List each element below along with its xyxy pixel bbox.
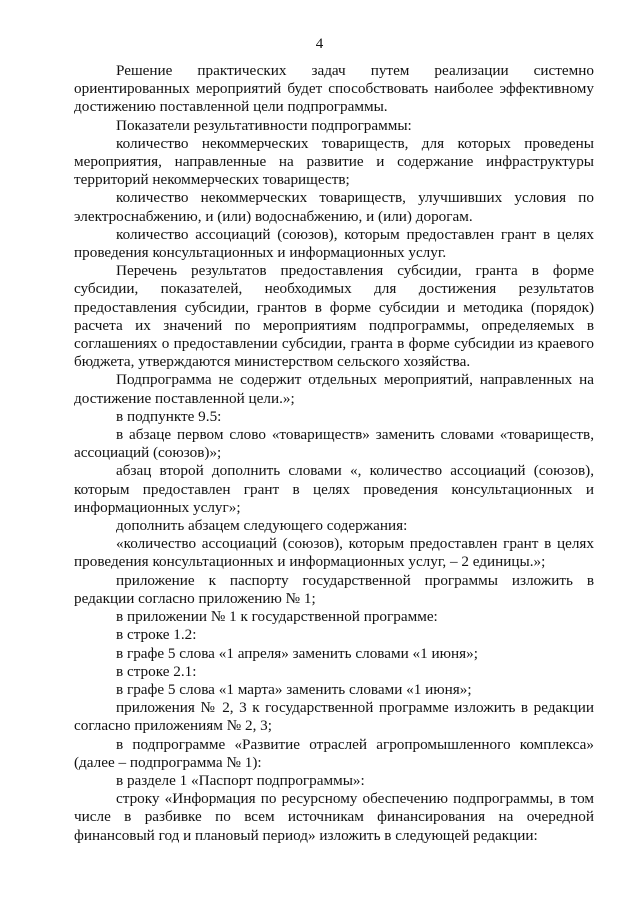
paragraph: Решение практических задач путем реализации системно ориентированных мероприятий будет способствовать наиболее эффективному достижению поставленной цели подпрограммы.: [74, 62, 594, 116]
paragraph: приложение к паспорту государственной программы изложить в редакции согласно приложению № 1;: [74, 571, 594, 607]
paragraph: «количество ассоциаций (союзов), которым предоставлен грант в целях проведения консультационных и информационных услуг, – 2 единицы.»;: [74, 535, 594, 571]
paragraph: Подпрограмма не содержит отдельных мероприятий, направленных на достижение поставленной цели.»;: [74, 371, 594, 407]
page-number: 4: [315, 36, 324, 52]
paragraph: в подпункте 9.5:: [116, 407, 222, 425]
paragraph: в строке 2.1:: [116, 662, 197, 680]
paragraph: строку «Информация по ресурсному обеспечению подпрограммы, в том числе в разбивке по всем источникам финансирования на очередной финансовый год и плановый период» изложить в следующей редакции:: [74, 790, 594, 844]
paragraph: количество ассоциаций (союзов), которым предоставлен грант в целях проведения консультационных и информационных услуг.: [74, 225, 594, 262]
paragraph: Показатели результативности подпрограммы:: [116, 116, 412, 134]
paragraph: количество некоммерческих товариществ, улучшивших условия по электроснабжению, и (или) водоснабжению, и (или) дорогам.: [74, 189, 594, 225]
paragraph: дополнить абзацем следующего содержания:: [116, 517, 408, 535]
paragraph: в приложении № 1 к государственной программе:: [116, 608, 438, 626]
paragraph: в разделе 1 «Паспорт подпрограммы»:: [116, 771, 365, 789]
paragraph: в строке 1.2:: [116, 626, 197, 644]
paragraph: приложения № 2, 3 к государственной программе изложить в редакции согласно приложениям № 2, 3;: [74, 699, 594, 735]
paragraph: количество некоммерческих товариществ, для которых проведены мероприятия, направленные на развитие и содержание инфраструктуры территорий некоммерческих товариществ;: [74, 134, 594, 189]
paragraph: абзац второй дополнить словами «, количество ассоциаций (союзов), которым предоставлен грант в целях проведения консультационных и информационных услуг»;: [74, 462, 594, 516]
paragraph: в абзаце первом слово «товариществ» заменить словами «товариществ, ассоциаций (союзов)»;: [74, 426, 594, 462]
document-body: [74, 62, 594, 845]
paragraph: в графе 5 слова «1 апреля» заменить словами «1 июня»;: [116, 644, 478, 662]
paragraph: в подпрограмме «Развитие отраслей агропромышленного комплекса» (далее – подпрограмма № 1):: [74, 735, 594, 771]
paragraph: Перечень результатов предоставления субсидии, гранта в форме субсидии, показателей, необходимых для достижения результатов предоставления субсидии, грантов в форме субсидии и методика (порядок) расчета их значений по мероприятиям подпрограммы, определяемых в соглашениях о предоставлении субсидии, гранта в форме субсидии из краевого бюджета, утверждаются министерством сельского хозяйства.: [74, 262, 594, 371]
paragraph: в графе 5 слова «1 марта» заменить словами «1 июня»;: [116, 680, 472, 698]
